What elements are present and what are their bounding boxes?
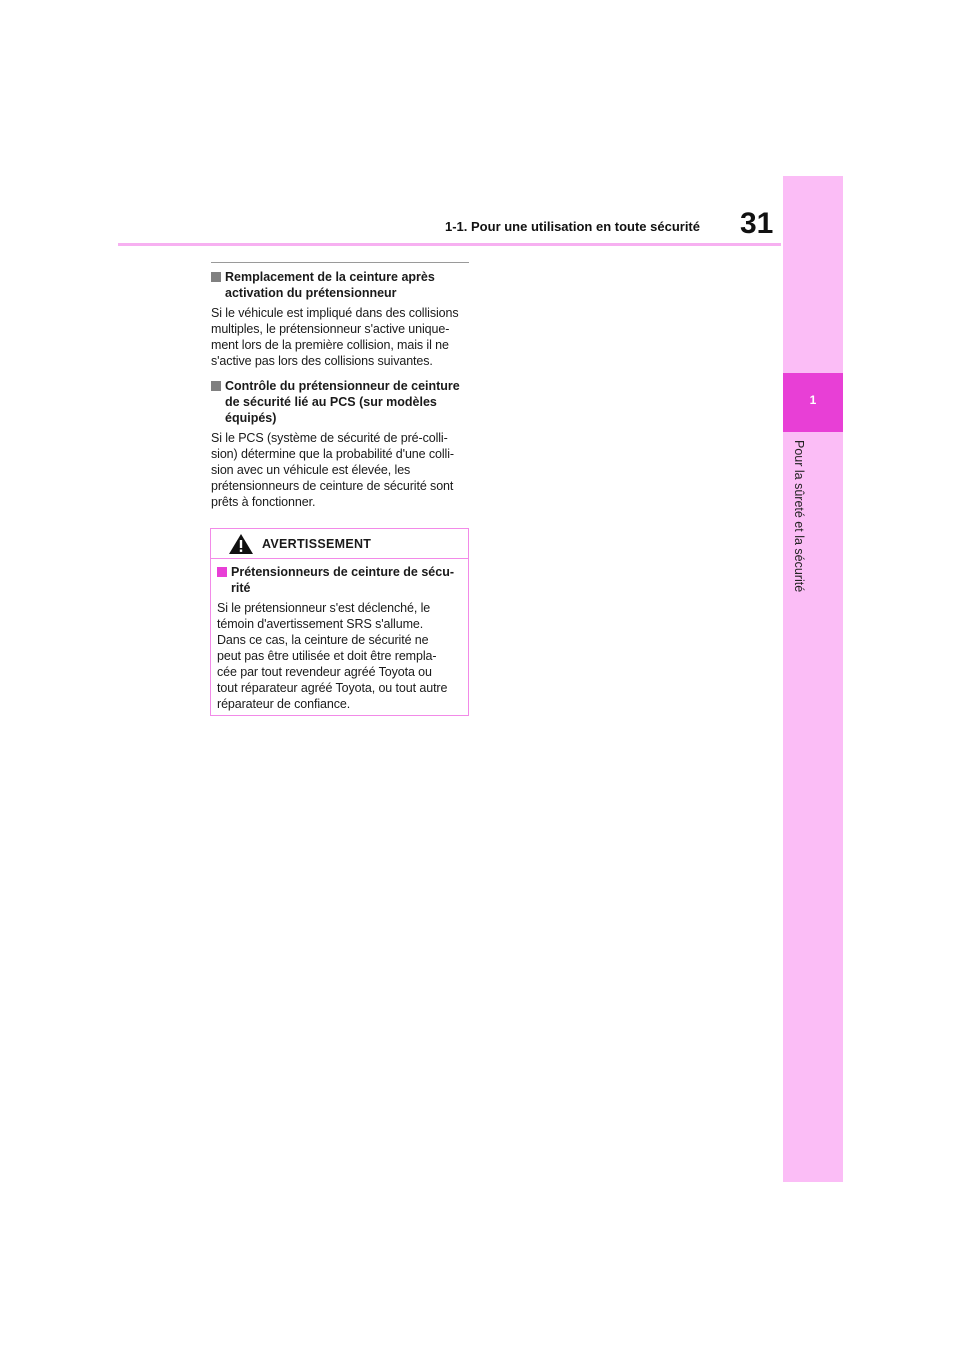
section-heading xyxy=(211,269,469,301)
warning-body xyxy=(211,559,468,712)
page-number: 31 xyxy=(740,207,774,240)
warning-title: AVERTISSEMENT xyxy=(262,537,372,551)
heading-line: Prétensionneurs de ceinture de sécu- xyxy=(231,565,454,579)
body-line: prêts à fonctionner. xyxy=(211,495,316,509)
warning-header xyxy=(211,529,468,559)
side-tab xyxy=(783,176,843,1182)
body-line: sion avec un véhicule est élevée, les xyxy=(211,463,411,477)
body-line: cée par tout revendeur agréé Toyota ou xyxy=(217,665,432,679)
body-line: Si le PCS (système de sécurité de pré-colli- xyxy=(211,431,448,445)
heading-line: Remplacement de la ceinture après xyxy=(225,270,435,284)
section-body xyxy=(211,305,469,369)
square-bullet-icon xyxy=(211,381,221,391)
section-divider xyxy=(211,262,469,263)
body-line: tout réparateur agréé Toyota, ou tout autre xyxy=(217,681,448,695)
warning-box xyxy=(210,528,469,716)
warning-triangle-icon xyxy=(228,533,254,555)
heading-line: de sécurité lié au PCS (sur modèles xyxy=(225,395,437,409)
body-line: Si le véhicule est impliqué dans des collisions xyxy=(211,306,459,320)
body-line: Dans ce cas, la ceinture de sécurité ne xyxy=(217,633,429,647)
body-line: réparateur de confiance. xyxy=(217,697,351,711)
section-heading xyxy=(211,378,469,426)
square-bullet-icon xyxy=(211,272,221,282)
page-header-title: 1-1. Pour une utilisation en toute sécurité xyxy=(445,219,700,234)
body-line: s'active pas lors des collisions suivantes. xyxy=(211,354,433,368)
heading-line: rité xyxy=(231,581,251,595)
side-chapter-number: 1 xyxy=(809,393,817,407)
section-body xyxy=(211,430,469,510)
heading-line: activation du prétensionneur xyxy=(225,286,397,300)
main-content xyxy=(211,262,469,519)
warning-heading xyxy=(217,564,462,596)
square-bullet-icon xyxy=(217,567,227,577)
warning-text xyxy=(217,600,462,712)
body-line: prétensionneurs de ceinture de sécurité sont xyxy=(211,479,454,493)
body-line: sion) détermine que la probabilité d'une colli- xyxy=(211,447,454,461)
header-rule xyxy=(118,243,781,246)
side-chapter-label: Pour la sûreté et la sécurité xyxy=(792,440,806,593)
body-line: témoin d'avertissement SRS s'allume. xyxy=(217,617,424,631)
body-line: peut pas être utilisée et doit être rempla- xyxy=(217,649,437,663)
heading-line: Contrôle du prétensionneur de ceinture xyxy=(225,379,460,393)
heading-line: équipés) xyxy=(225,411,277,425)
body-line: multiples, le prétensionneur s'active unique- xyxy=(211,322,450,336)
body-line: ment lors de la première collision, mais il ne xyxy=(211,338,449,352)
body-line: Si le prétensionneur s'est déclenché, le xyxy=(217,601,431,615)
